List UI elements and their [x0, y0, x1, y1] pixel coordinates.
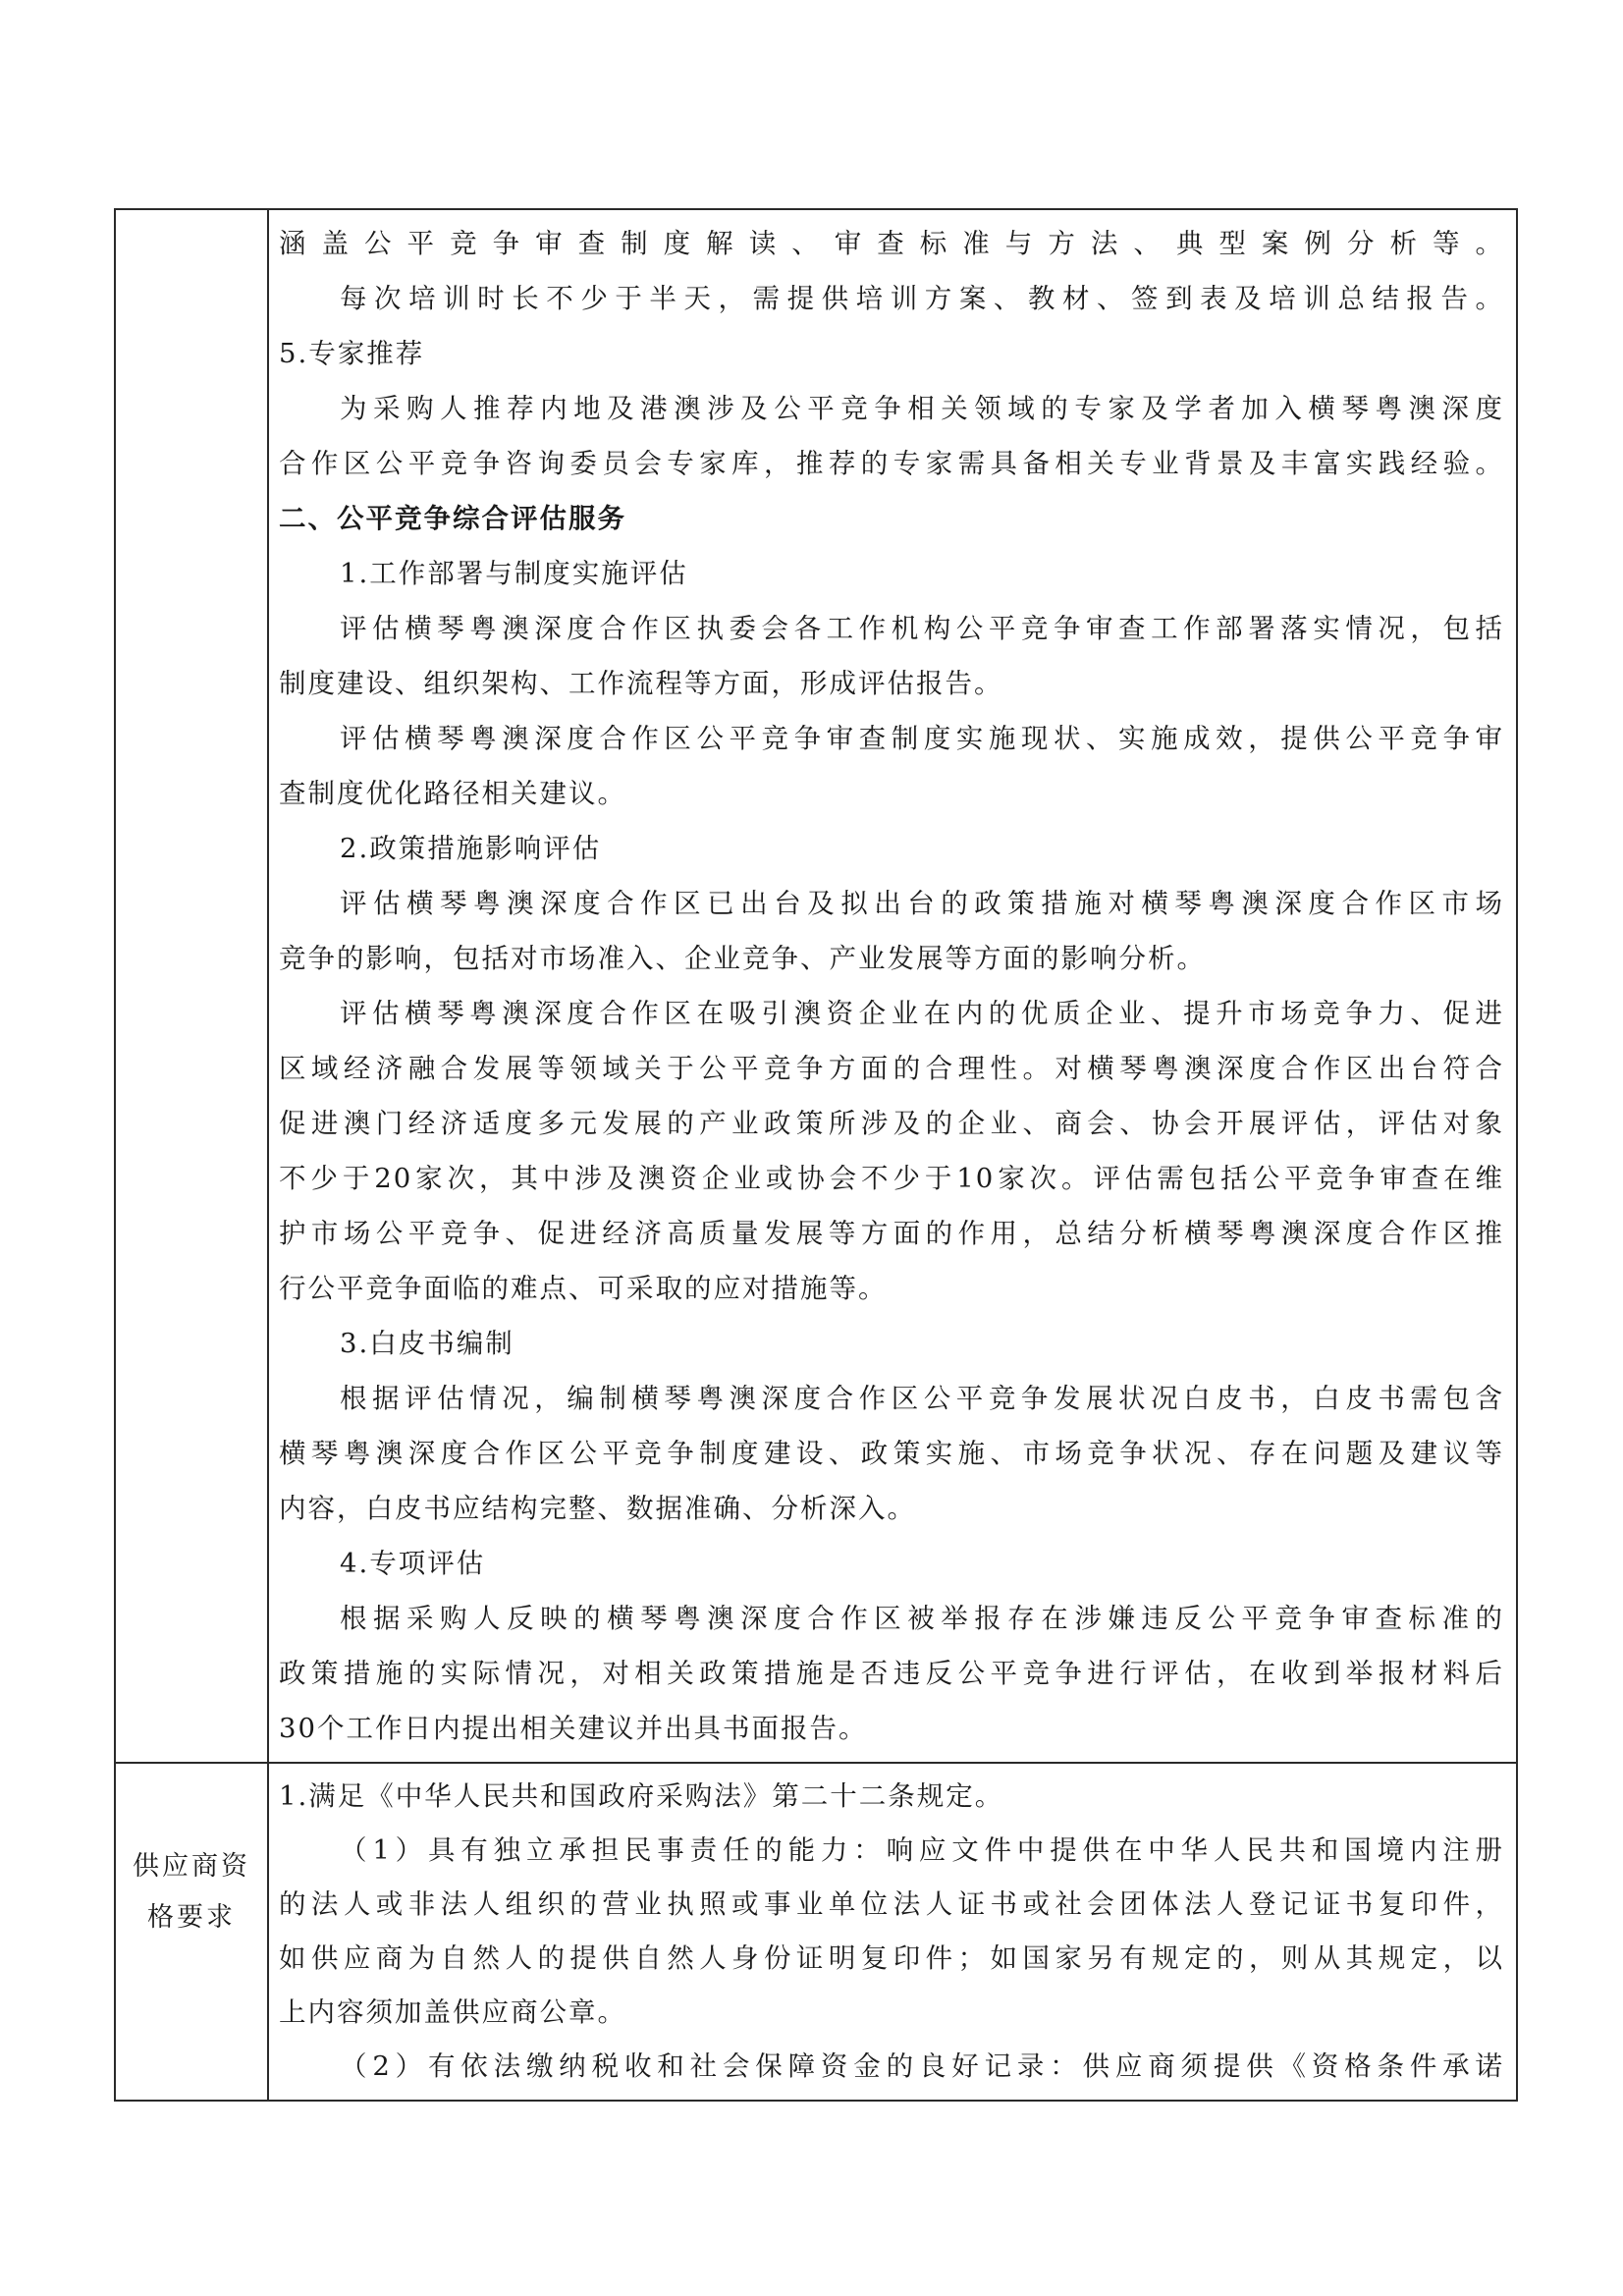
content-line: 制度建设、组织架构、工作流程等方面，形成评估报告。 [279, 668, 1003, 699]
table-row-service-content [115, 209, 1517, 1763]
table-row-supplier-qualification [115, 1763, 1517, 2101]
label-cell-empty [115, 209, 268, 1763]
content-line: 根据采购人反映的横琴粤澳深度合作区被举报存在涉嫌违反公平竞争审查标准的 [340, 1603, 1504, 1634]
content-cell-service [268, 209, 1517, 1763]
subheading-policy-impact: 2.政策措施影响评估 [340, 833, 602, 864]
subheading-expert-recommendation: 5.专家推荐 [279, 338, 425, 369]
content-line: 评估横琴粤澳深度合作区已出台及拟出台的政策措施对横琴粤澳深度合作区市场 [340, 888, 1504, 919]
content-line: 30个工作日内提出相关建议并出具书面报告。 [279, 1713, 868, 1744]
content-line: 评估横琴粤澳深度合作区在吸引澳资企业在内的优质企业、提升市场竞争力、促进 [340, 998, 1504, 1029]
content-line: 根据评估情况，编制横琴粤澳深度合作区公平竞争发展状况白皮书，白皮书需包含 [340, 1383, 1504, 1414]
content-line: 每次培训时长不少于半天，需提供培训方案、教材、签到表及培训总结报告。 [340, 283, 1504, 314]
content-line: 竞争的影响，包括对市场准入、企业竞争、产业发展等方面的影响分析。 [279, 943, 1206, 974]
subheading-deployment-evaluation: 1.工作部署与制度实施评估 [340, 558, 688, 589]
content-line: 合作区公平竞争咨询委员会专家库，推荐的专家需具备相关专业背景及丰富实践经验。 [279, 448, 1504, 479]
content-line: 1.满足《中华人民共和国政府采购法》第二十二条规定。 [279, 1780, 1004, 1812]
content-line: 不少于20家次，其中涉及澳资企业或协会不少于10家次。评估需包括公平竞争审查在维 [279, 1163, 1504, 1194]
content-cell-qualification [268, 1763, 1517, 2101]
content-line: 政策措施的实际情况，对相关政策措施是否违反公平竞争进行评估，在收到举报材料后 [279, 1658, 1504, 1689]
content-line: （1）具有独立承担民事责任的能力：响应文件中提供在中华人民共和国境内注册 [340, 1834, 1504, 1866]
content-line: 促进澳门经济适度多元发展的产业政策所涉及的企业、商会、协会开展评估，评估对象 [279, 1108, 1504, 1139]
content-line: 评估横琴粤澳深度合作区执委会各工作机构公平竞争审查工作部署落实情况，包括 [340, 613, 1504, 644]
content-line: 护市场公平竞争、促进经济高质量发展等方面的作用，总结分析横琴粤澳深度合作区推 [279, 1218, 1504, 1249]
subheading-special-evaluation: 4.专项评估 [340, 1548, 486, 1579]
content-line: 内容，白皮书应结构完整、数据准确、分析深入。 [279, 1493, 916, 1524]
content-line: （2）有依法缴纳税收和社会保障资金的良好记录：供应商须提供《资格条件承诺 [340, 2050, 1504, 2082]
content-line: 的法人或非法人组织的营业执照或事业单位法人证书或社会团体法人登记证书复印件， [279, 1888, 1504, 1920]
content-line: 行公平竞争面临的难点、可采取的应对措施等。 [279, 1273, 888, 1304]
content-line: 上内容须加盖供应商公章。 [279, 1996, 626, 2028]
content-line: 查制度优化路径相关建议。 [279, 778, 626, 809]
subheading-white-paper: 3.白皮书编制 [340, 1328, 514, 1359]
qualification-content [269, 1764, 1516, 2100]
content-line: 如供应商为自然人的提供自然人身份证明复印件；如国家另有规定的，则从其规定，以 [279, 1942, 1504, 1974]
content-line: 横琴粤澳深度合作区公平竞争制度建设、政策实施、市场竞争状况、存在问题及建议等 [279, 1438, 1504, 1469]
content-line: 评估横琴粤澳深度合作区公平竞争审查制度实施现状、实施成效，提供公平竞争审 [340, 723, 1504, 754]
section-heading-evaluation-service: 二、公平竞争综合评估服务 [279, 503, 626, 534]
content-line: 涵盖公平竞争审查制度解读、审查标准与方法、典型案例分析等。 [279, 228, 1504, 259]
supplier-qualification-label: 供应商资 格要求 [133, 1851, 250, 1933]
label-cell-supplier-qualification [115, 1763, 268, 2101]
content-line: 为采购人推荐内地及港澳涉及公平竞争相关领域的专家及学者加入横琴粤澳深度 [340, 393, 1504, 424]
requirements-table [114, 208, 1518, 2102]
service-content [269, 210, 1516, 1762]
content-line: 区域经济融合发展等领域关于公平竞争方面的合理性。对横琴粤澳深度合作区出台符合 [279, 1053, 1504, 1084]
